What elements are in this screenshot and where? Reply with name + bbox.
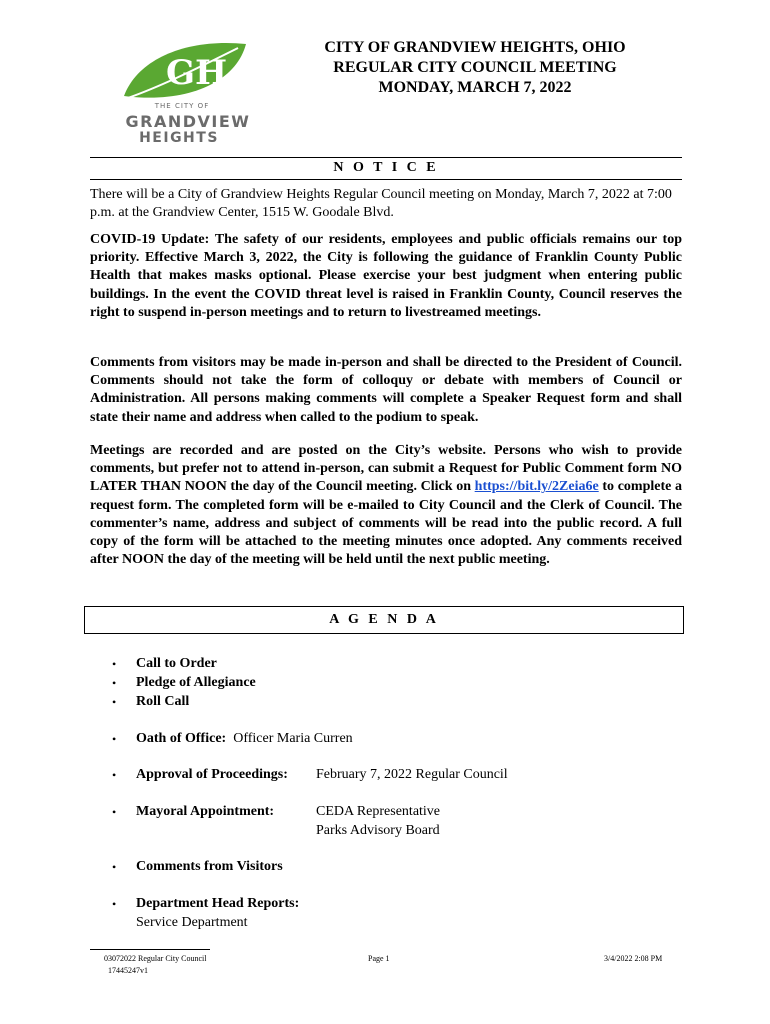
- logo-line3: HEIGHTS: [139, 130, 219, 146]
- agenda-item-label: Roll Call: [136, 694, 190, 709]
- footer-page-number: Page 1: [368, 954, 390, 963]
- agenda-item-label: Oath of Office:: [136, 731, 227, 746]
- meetings-text-before: Meetings are recorded and are posted on the City’s website. Persons who wish to provide comments, but prefer not to attend in-person, can submit a Request for Public Comment form NO LATER THAN NOON the day of the Council meeting. Click on: [90, 443, 682, 495]
- visitor-comments-policy: Comments from visitors may be made in-person and shall be directed to the President of Council. Comments should not take the form of colloquy or debate with members of Council or Administration. All persons making comments will complete a Speaker Request form and shall state their name and address when called to the podium to speak.: [90, 355, 682, 425]
- notice-intro: There will be a City of Grandview Heights Regular Council meeting on Monday, March 7, 2022 at 7:00 p.m. at the Grandview Center, 1515 W. Goodale Blvd.: [90, 187, 672, 221]
- notice-bottom-rule: [90, 179, 682, 180]
- agenda-item-value: Officer Maria Curren: [233, 731, 353, 746]
- bullet-icon: •: [112, 897, 117, 911]
- agenda-item-value: Service Department: [136, 915, 248, 930]
- footer-doc-id: 17445247v1: [108, 966, 148, 975]
- agenda-item-label: Department Head Reports:: [136, 896, 300, 911]
- agenda-item-label: Comments from Visitors: [136, 859, 283, 874]
- bullet-icon: •: [112, 768, 117, 782]
- agenda-item-label: Approval of Proceedings:: [136, 767, 288, 782]
- agenda-item-label: Pledge of Allegiance: [136, 675, 256, 690]
- logo-line1: THE CITY OF: [154, 102, 210, 110]
- logo-line2: GRANDVIEW: [125, 112, 251, 131]
- bullet-icon: •: [112, 860, 117, 874]
- agenda-item-label: Call to Order: [136, 656, 217, 671]
- leaf-logo-icon: [118, 38, 252, 108]
- agenda-heading: A G E N D A: [329, 612, 439, 627]
- footer-timestamp: 3/4/2022 2:08 PM: [604, 954, 663, 963]
- logo-initials: GH: [166, 53, 228, 93]
- footer-doc-name: 03072022 Regular City Council: [104, 954, 207, 963]
- agenda-item-value: Parks Advisory Board: [316, 823, 440, 838]
- meetings-text-after: to complete a request form. The completed form will be e-mailed to City Council and the Clerk of Council. The commenter’s name, address and subject of comments will be read into the public record. A full copy of the form will be attached to the meeting minutes once adopted. Any comments received after NOON the day of the meeting will be held until the next public meeting.: [90, 479, 682, 568]
- title-line2: REGULAR CITY COUNCIL MEETING: [333, 59, 617, 76]
- agenda-item-value: CEDA Representative: [316, 804, 441, 819]
- request-form-link[interactable]: https://bit.ly/2Zeia6e: [474, 479, 599, 495]
- footer-rule: [90, 949, 210, 950]
- bullet-icon: •: [112, 805, 117, 819]
- title-line3: MONDAY, MARCH 7, 2022: [378, 79, 572, 96]
- bullet-icon: •: [112, 657, 117, 671]
- covid-update: COVID-19 Update: The safety of our residents, employees and public officials remains our top priority. Effective March 3, 2022, the City is following the guidance of Franklin County Public Health that makes masks optional. Please exercise your best judgment when entering public buildings. In the event the COVID threat level is raised in Franklin County, Council reserves the right to suspend in-person meetings and to return to livestreamed meetings.: [90, 232, 682, 320]
- agenda-heading-box: [84, 606, 684, 634]
- document-title: [290, 38, 660, 98]
- title-line1: CITY OF GRANDVIEW HEIGHTS, OHIO: [324, 39, 626, 56]
- bullet-icon: •: [112, 676, 117, 690]
- meetings-recording-policy: [90, 442, 682, 569]
- city-logo: [118, 38, 252, 150]
- bullet-icon: •: [112, 732, 117, 746]
- bullet-icon: •: [112, 695, 117, 709]
- agenda-item-label: Mayoral Appointment:: [136, 804, 275, 819]
- notice-top-rule: [90, 157, 682, 158]
- agenda-item-value: February 7, 2022 Regular Council: [316, 767, 508, 782]
- notice-heading: N O T I C E: [333, 160, 439, 175]
